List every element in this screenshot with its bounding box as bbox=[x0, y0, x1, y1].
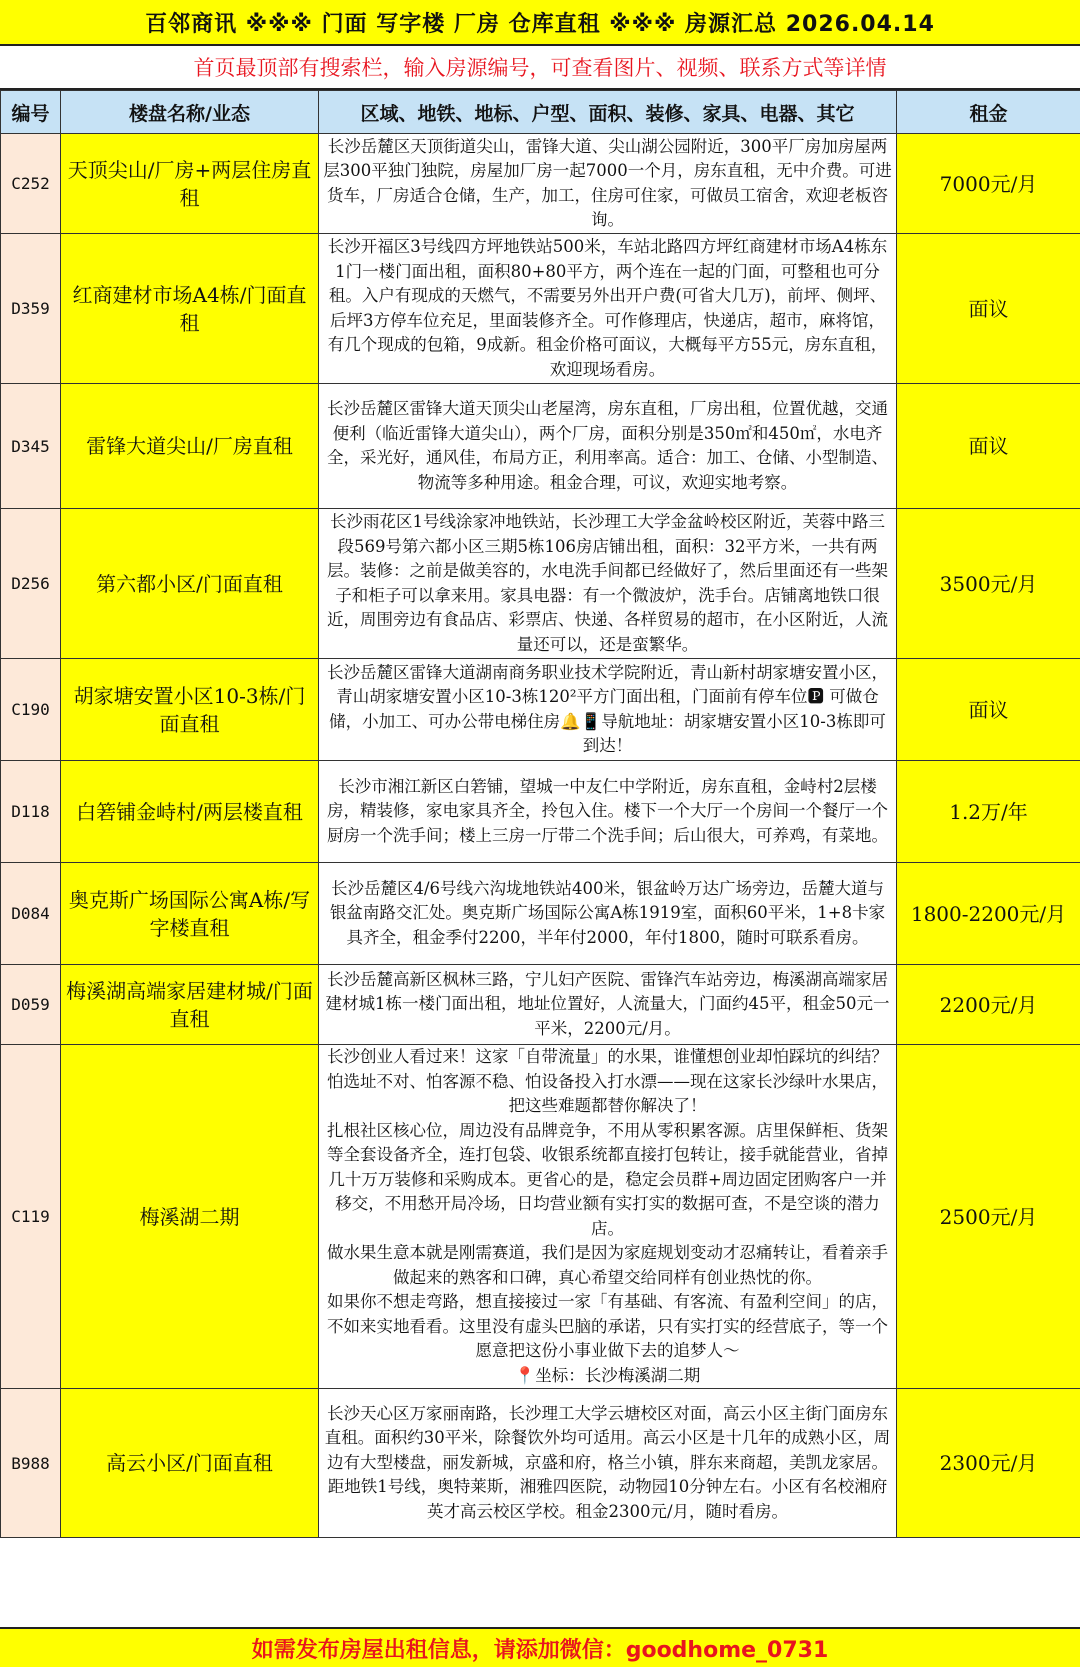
listing-id: C190 bbox=[1, 659, 61, 761]
listing-id: C119 bbox=[1, 1045, 61, 1389]
listing-description: 长沙岳麓高新区枫林三路，宁儿妇产医院、雷锋汽车站旁边，梅溪湖高端家居建材城1栋一楼门面出租，地址位置好，人流量大，门面约45平，租金50元一平米，2200元/月。 bbox=[319, 965, 897, 1045]
description-paragraph: 长沙创业人看过来！这家「自带流量」的水果，谁懂想创业却怕踩坑的纠结？怕选址不对、怕客源不稳、怕设备投入打水漂——现在这家长沙绿叶水果店，把这些难题都替你解决了！ bbox=[327, 1047, 888, 1115]
listing-rent: 面议 bbox=[897, 659, 1080, 761]
column-header-name: 楼盘名称/业态 bbox=[61, 91, 319, 134]
listing-description: 长沙市湘江新区白箬铺，望城一中友仁中学附近，房东直租，金峙村2层楼房，精装修，家电家具齐全，拎包入住。楼下一个大厅一个房间一个餐厅一个厨房一个洗手间；楼上三房一厅带二个洗手间；后山很大，可养鸡，有菜地。 bbox=[319, 761, 897, 863]
listing-name: 天顶尖山/厂房+两层住房直租 bbox=[61, 134, 319, 234]
listing-id: D359 bbox=[1, 234, 61, 384]
table-row bbox=[1, 134, 1080, 234]
page-title: 百邻商讯 ※※※ 门面 写字楼 厂房 仓库直租 ※※※ 房源汇总 2026.04.14 bbox=[0, 0, 1080, 46]
listing-description bbox=[319, 1045, 897, 1389]
listing-name: 胡家塘安置小区10-3栋/门面直租 bbox=[61, 659, 319, 761]
listing-id: C252 bbox=[1, 134, 61, 234]
listing-id: D084 bbox=[1, 863, 61, 965]
listing-name: 梅溪湖二期 bbox=[61, 1045, 319, 1389]
listing-name: 第六都小区/门面直租 bbox=[61, 509, 319, 659]
listing-description: 长沙岳麓区雷锋大道湖南商务职业技术学院附近，青山新村胡家塘安置小区，青山胡家塘安置小区10-3栋120²平方门面出租，门面前有停车位🅿 可做仓储，小加工、可办公带电梯住房🔔📱导航地址：胡家塘安置小区10-3栋即可到达！ bbox=[319, 659, 897, 761]
listing-rent: 2300元/月 bbox=[897, 1389, 1080, 1538]
table-row bbox=[1, 761, 1080, 863]
listing-name: 梅溪湖高端家居建材城/门面直租 bbox=[61, 965, 319, 1045]
listing-rent: 面议 bbox=[897, 234, 1080, 384]
listing-description: 长沙雨花区1号线涂家冲地铁站，长沙理工大学金盆岭校区附近，芙蓉中路三段569号第六都小区三期5栋106房店铺出租，面积：32平方米，一共有两层。装修：之前是做美容的，水电洗手间都已经做好了，然后里面还有一些架子和柜子可以拿来用。家具电器：有一个微波炉，洗手台。店铺离地铁口很近，周围旁边有食品店、彩票店、快递、各样贸易的超市，在小区附近，人流量还可以，还是蛮繁华。 bbox=[319, 509, 897, 659]
listing-description: 长沙天心区万家丽南路，长沙理工大学云塘校区对面，高云小区主街门面房东直租。面积约30平米，除餐饮外均可适用。高云小区是十几年的成熟小区，周边有大型楼盘，丽发新城，京盛和府，格兰小镇，胖东来商超，美凯龙家居。距地铁1号线，奥特莱斯，湘雅四医院，动物园10分钟左右。小区有名校湘府英才高云校区学校。租金2300元/月，随时看房。 bbox=[319, 1389, 897, 1538]
listing-id: D059 bbox=[1, 965, 61, 1045]
description-paragraph: 扎根社区核心位，周边没有品牌竞争，不用从零积累客源。店里保鲜柜、货架等全套设备齐全，连打包袋、收银系统都直接打包转让，接手就能营业，省掉几十万万装修和采购成本。更省心的是，稳定会员群+周边固定团购客户一并移交，不用愁开局冷场，日均营业额有实打实的数据可查，不是空谈的潜力店。 bbox=[327, 1120, 888, 1238]
table-row bbox=[1, 1045, 1080, 1389]
listing-name: 雷锋大道尖山/厂房直租 bbox=[61, 384, 319, 509]
contact-footer: 如需发布房屋出租信息，请添加微信：goodhome_0731 bbox=[0, 1627, 1080, 1667]
listing-table bbox=[0, 90, 1080, 1538]
search-notice: 首页最顶部有搜索栏，输入房源编号，可查看图片、视频、联系方式等详情 bbox=[0, 46, 1080, 90]
listing-rent: 7000元/月 bbox=[897, 134, 1080, 234]
listing-name: 高云小区/门面直租 bbox=[61, 1389, 319, 1538]
listing-id: D118 bbox=[1, 761, 61, 863]
description-location: 📍坐标：长沙梅溪湖二期 bbox=[514, 1365, 701, 1385]
listing-rent: 面议 bbox=[897, 384, 1080, 509]
table-row bbox=[1, 659, 1080, 761]
listing-id: D256 bbox=[1, 509, 61, 659]
listing-name: 白箬铺金峙村/两层楼直租 bbox=[61, 761, 319, 863]
listing-description: 长沙岳麓区4/6号线六沟垅地铁站400米，银盆岭万达广场旁边，岳麓大道与银盆南路交汇处。奥克斯广场国际公寓A栋1919室，面积60平米，1+8卡家具齐全，租金季付2200，半年付2000，年付1800，随时可联系看房。 bbox=[319, 863, 897, 965]
listing-name: 红商建材市场A4栋/门面直租 bbox=[61, 234, 319, 384]
description-paragraph: 做水果生意本就是刚需赛道，我们是因为家庭规划变动才忍痛转让，看着亲手做起来的熟客和口碑，真心希望交给同样有创业热忱的你。 bbox=[327, 1243, 888, 1287]
listing-rent: 1800-2200元/月 bbox=[897, 863, 1080, 965]
column-header-id: 编号 bbox=[1, 91, 61, 134]
listing-description: 长沙开福区3号线四方坪地铁站500米，车站北路四方坪红商建材市场A4栋东1门一楼门面出租，面积80+80平方，两个连在一起的门面，可整租也可分租。入户有现成的天燃气，不需要另外出开户费(可省大几万)，前坪、侧坪、后坪3方停车位充足，里面装修齐全。可作修理店，快递店，超市，麻将馆，有几个现成的包箱，9成新。租金价格可面议，大概每平方55元，房东直租，欢迎现场看房。 bbox=[319, 234, 897, 384]
table-row bbox=[1, 1389, 1080, 1538]
listing-id: D345 bbox=[1, 384, 61, 509]
listing-description: 长沙岳麓区天顶街道尖山，雷锋大道、尖山湖公园附近，300平厂房加房屋两层300平独门独院，房屋加厂房一起7000一个月，房东直租，无中介费。可进货车，厂房适合仓储，生产，加工，住房可住家，可做员工宿舍，欢迎老板咨询。 bbox=[319, 134, 897, 234]
column-header-rent: 租金 bbox=[897, 91, 1080, 134]
table-row bbox=[1, 509, 1080, 659]
table-header-row bbox=[1, 91, 1080, 134]
listing-name: 奥克斯广场国际公寓A栋/写字楼直租 bbox=[61, 863, 319, 965]
listing-rent: 3500元/月 bbox=[897, 509, 1080, 659]
table-row bbox=[1, 863, 1080, 965]
table-row bbox=[1, 234, 1080, 384]
table-row bbox=[1, 965, 1080, 1045]
table-row bbox=[1, 384, 1080, 509]
listing-rent: 2200元/月 bbox=[897, 965, 1080, 1045]
listing-rent: 2500元/月 bbox=[897, 1045, 1080, 1389]
description-paragraph: 如果你不想走弯路，想直接接过一家「有基础、有客流、有盈利空间」的店，不如来实地看看。这里没有虚头巴脑的承诺，只有实打实的经营底子，等一个愿意把这份小事业做下去的追梦人～ bbox=[327, 1292, 888, 1360]
listing-description: 长沙岳麓区雷锋大道天顶尖山老屋湾，房东直租，厂房出租，位置优越，交通便利（临近雷锋大道尖山），两个厂房，面积分别是350㎡和450㎡，水电齐全，采光好，通风佳，布局方正，利用率高。适合：加工、仓储、小型制造、物流等多种用途。租金合理，可议，欢迎实地考察。 bbox=[319, 384, 897, 509]
column-header-details: 区域、地铁、地标、户型、面积、装修、家具、电器、其它 bbox=[319, 91, 897, 134]
listing-rent: 1.2万/年 bbox=[897, 761, 1080, 863]
listing-id: B988 bbox=[1, 1389, 61, 1538]
